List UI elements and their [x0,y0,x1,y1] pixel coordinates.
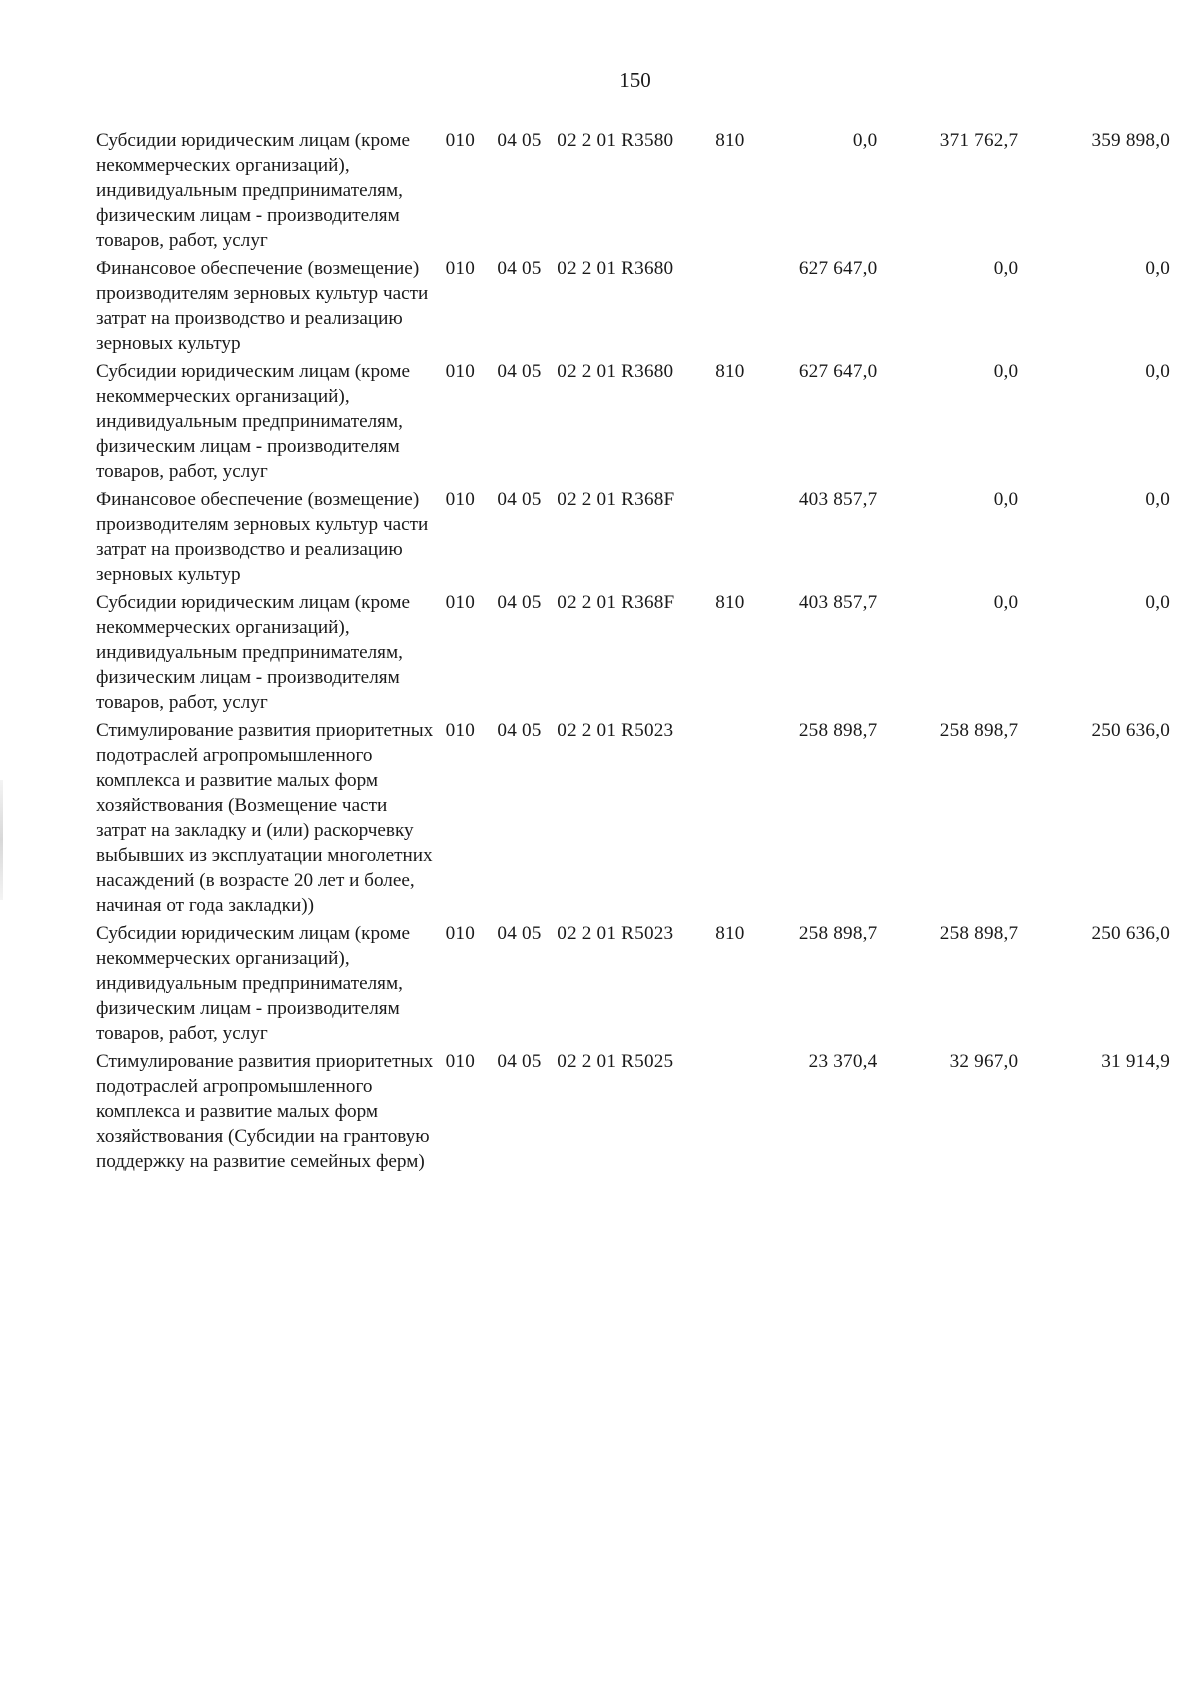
row-amount-1: 23 370,4 [808,1051,878,1072]
row-amount-3: 250 636,0 [1091,923,1170,944]
row-name: Субсидии юридическим лицам (кроме некоммерческих организаций), индивидуальным предпринимателям, физическим лицам - производителям товаров, работ, услуг [96,361,410,482]
row-name: Стимулирование развития приоритетных подотраслей агропромышленного комплекса и развитие малых форм хозяйствования (Возмещение части затрат на закладку и (или) раскорчевку выбывших из эксплуатации многолетних насаждений (в возрасте 20 лет и более, начиная от года закладки)) [96,720,434,916]
row-amount-1: 0,0 [852,130,878,151]
row-target-article: 02 2 01 R5023 [557,923,674,944]
row-grbs-code: 010 [445,923,476,944]
row-name: Субсидии юридическим лицам (кроме некоммерческих организаций), индивидуальным предпринимателям, физическим лицам - производителям товаров, работ, услуг [96,592,410,713]
row-amount-3: 359 898,0 [1091,130,1170,151]
row-amount-1: 258 898,7 [798,720,878,741]
row-name: Субсидии юридическим лицам (кроме некоммерческих организаций), индивидуальным предпринимателям, физическим лицам - производителям товаров, работ, услуг [96,130,410,251]
row-expense-type: 810 [715,923,745,944]
table-row [96,487,1170,590]
row-amount-1: 258 898,7 [798,923,878,944]
page-number: 150 [619,68,651,92]
row-target-article: 02 2 01 R5025 [557,1051,674,1072]
row-section-code: 04 05 [497,258,542,279]
table-row [96,590,1170,718]
row-expense-type [715,718,783,921]
row-amount-2: 371 762,7 [939,130,1019,151]
table-row [96,1049,1170,1177]
row-expense-type [715,487,783,590]
row-amount-3: 0,0 [1145,361,1170,382]
row-grbs-code: 010 [445,361,476,382]
row-amount-2: 0,0 [993,489,1019,510]
budget-table [96,128,1170,1177]
row-grbs-code: 010 [445,592,476,613]
row-name: Финансовое обеспечение (возмещение) производителям зерновых культур части затрат на производство и реализацию зерновых культур [96,258,429,354]
row-amount-3: 0,0 [1145,489,1170,510]
row-amount-1: 403 857,7 [798,592,878,613]
scan-edge-artifact [0,780,3,900]
row-expense-type: 810 [715,361,745,382]
row-expense-type [715,256,783,359]
row-target-article: 02 2 01 R368F [557,489,675,510]
row-target-article: 02 2 01 R3680 [557,258,674,279]
row-section-code: 04 05 [497,1051,542,1072]
table-row [96,718,1170,921]
row-amount-2: 258 898,7 [939,720,1019,741]
row-amount-3: 0,0 [1145,258,1170,279]
row-section-code: 04 05 [497,720,542,741]
row-amount-1: 627 647,0 [798,258,878,279]
row-section-code: 04 05 [497,489,542,510]
row-expense-type: 810 [715,130,745,151]
row-amount-1: 627 647,0 [798,361,878,382]
row-amount-2: 0,0 [993,592,1019,613]
row-amount-3: 250 636,0 [1091,720,1170,741]
row-amount-2: 0,0 [993,258,1019,279]
row-amount-2: 0,0 [993,361,1019,382]
table-row [96,256,1170,359]
row-section-code: 04 05 [497,130,542,151]
row-grbs-code: 010 [445,720,476,741]
row-expense-type: 810 [715,592,745,613]
row-amount-1: 403 857,7 [798,489,878,510]
row-amount-2: 32 967,0 [949,1051,1019,1072]
row-name: Стимулирование развития приоритетных подотраслей агропромышленного комплекса и развитие малых форм хозяйствования (Субсидии на грантовую поддержку на развитие семейных ферм) [96,1051,434,1172]
row-name: Субсидии юридическим лицам (кроме некоммерческих организаций), индивидуальным предпринимателям, физическим лицам - производителям товаров, работ, услуг [96,923,410,1044]
row-section-code: 04 05 [497,361,542,382]
table-row [96,921,1170,1049]
row-target-article: 02 2 01 R3580 [557,130,674,151]
row-grbs-code: 010 [445,130,476,151]
row-grbs-code: 010 [445,1051,476,1072]
row-expense-type [715,1049,783,1177]
row-name: Финансовое обеспечение (возмещение) производителям зерновых культур части затрат на производство и реализацию зерновых культур [96,489,429,585]
row-amount-3: 0,0 [1145,592,1170,613]
row-amount-2: 258 898,7 [939,923,1019,944]
row-target-article: 02 2 01 R3680 [557,361,674,382]
row-amount-3: 31 914,9 [1101,1051,1170,1072]
row-target-article: 02 2 01 R368F [557,592,675,613]
budget-table-body [96,128,1170,1177]
row-target-article: 02 2 01 R5023 [557,720,674,741]
table-row [96,359,1170,487]
row-grbs-code: 010 [445,258,476,279]
table-row [96,128,1170,256]
row-grbs-code: 010 [445,489,476,510]
row-section-code: 04 05 [497,592,542,613]
row-section-code: 04 05 [497,923,542,944]
